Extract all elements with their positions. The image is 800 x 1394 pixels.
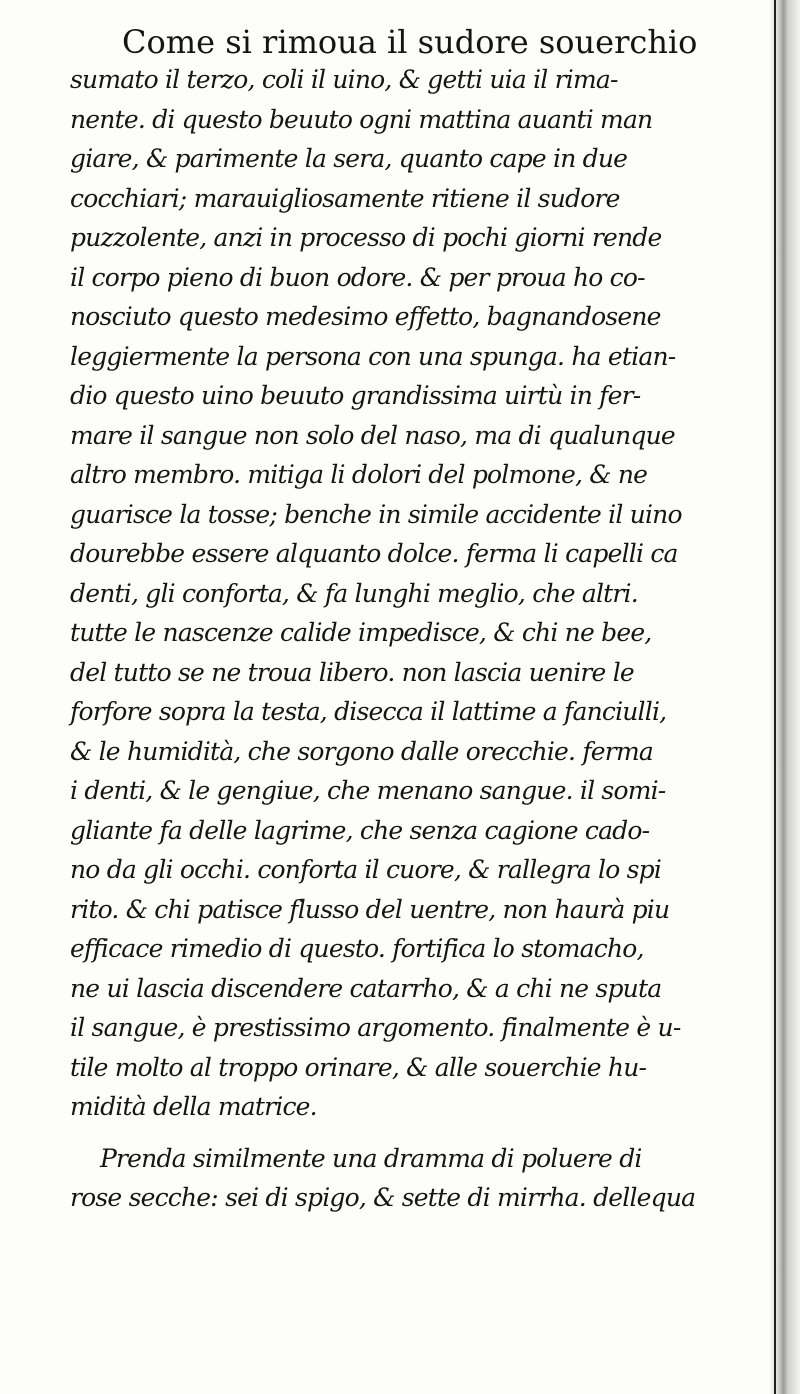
text-line: efficace rimedio di questo. fortifica lo stomacho, — [70, 934, 644, 963]
text-line: dio questo uino beuuto grandissima uirtù in fer- — [70, 381, 641, 410]
text-line: denti, gli conforta, & fa lunghi meglio, che altri. — [70, 578, 638, 608]
text-line: nosciuto questo medesimo effetto, bagnandosene — [70, 302, 661, 331]
text-line: leggiermente la persona con una spunga. ha etian- — [70, 341, 676, 371]
paragraph — [70, 1139, 760, 1218]
paragraph-gap — [70, 1127, 760, 1139]
text-line: sumato il terzo, coli il uino, & getti uia il rima- — [70, 65, 618, 94]
text-line: nente. di questo beuuto ogni mattina auanti man — [70, 104, 653, 134]
body-text — [70, 60, 760, 1218]
text-line: mare il sangue non solo del naso, ma di qualunque — [70, 420, 675, 450]
text-line: forfore sopra la testa, disecca il lattime a fanciulli, — [70, 697, 667, 726]
text-line: midità della matrice. — [70, 1092, 317, 1121]
text-line: ne ui lascia discendere catarrho, & a chi ne sputa — [70, 973, 662, 1003]
text-line: no da gli occhi. conforta il cuore, & rallegra lo spi — [70, 855, 662, 884]
text-line: giare, & parimente la sera, quanto cape in due — [70, 144, 628, 173]
text-line: tutte le nascenze calide impedisce, & chi ne bee, — [70, 618, 652, 647]
text-line: puzzolente, anzi in processo di pochi giorni rende — [70, 223, 662, 252]
text-line: del tutto se ne troua libero. non lascia uenire le — [70, 657, 634, 687]
text-line: il corpo pieno di buon odore. & per proua ho co- — [70, 262, 645, 292]
page-binding-edge — [770, 0, 800, 1394]
page-title: Come si rimoua il sudore souerchio — [122, 23, 698, 61]
text-line: i denti, & le gengiue, che menano sangue. il somi- — [70, 776, 666, 805]
paragraph — [70, 60, 760, 1127]
text-line: dourebbe essere alquanto dolce. ferma li capelli ca — [70, 539, 678, 568]
text-line: & le humidità, che sorgono dalle orecchie. ferma — [70, 736, 653, 766]
text-line: guarisce la tosse; benche in simile accidente il uino — [70, 499, 682, 529]
text-line: gliante fa delle lagrime, che senza cagione cado- — [70, 815, 650, 845]
text-line: rose secche: sei di spigo, & sette di mirrha. dellequa — [70, 1183, 696, 1212]
text-line: cocchiari; marauigliosamente ritiene il sudore — [70, 183, 620, 213]
text-line: il sangue, è prestissimo argomento. finalmente è u- — [70, 1013, 681, 1042]
text-line: Prenda similmente una dramma di poluere di — [100, 1143, 642, 1173]
text-line: altro membro. mitiga li dolori del polmone, & ne — [70, 460, 648, 489]
text-line: rito. & chi patisce flusso del uentre, non haurà piu — [70, 894, 670, 924]
text-line: tile molto al troppo orinare, & alle souerchie hu- — [70, 1052, 647, 1082]
